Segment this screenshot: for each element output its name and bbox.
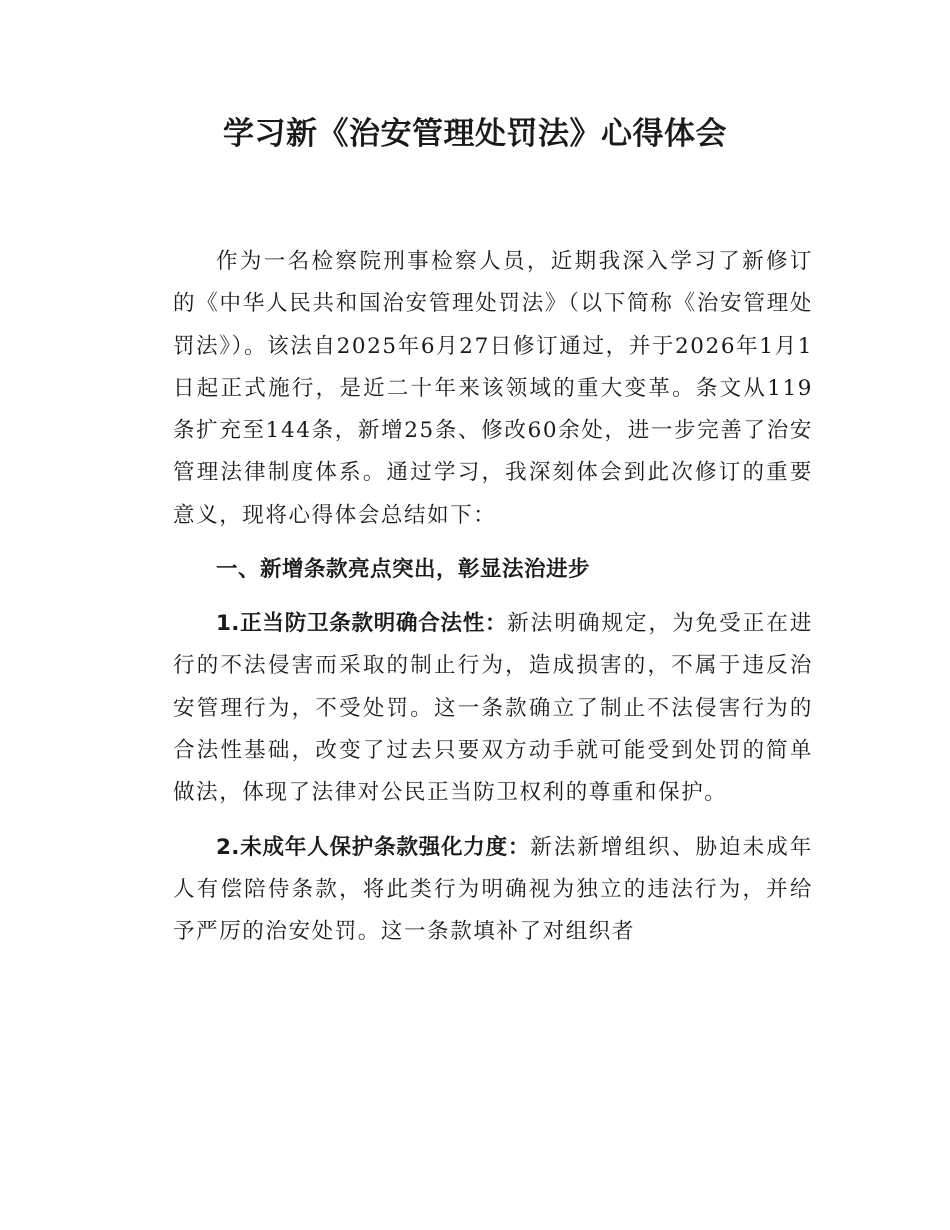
item-paragraph-1 xyxy=(173,603,813,814)
document-body xyxy=(173,241,813,953)
item-lead-2: 2.未成年人保护条款强化力度： xyxy=(216,834,531,860)
item-lead-1: 1.正当防卫条款明确合法性： xyxy=(216,611,508,637)
item-text-2: 新法新增组织、胁迫未成年人有偿陪侍条款，将此类行为明确视为独立的违法行为，并给予严厉的治安处罚。这一条款填补了对组织者 xyxy=(173,834,813,945)
document-title: 学习新《治安管理处罚法》心得体会 xyxy=(223,116,727,152)
item-text-1: 新法明确规定，为免受正在进行的不法侵害而采取的制止行为，造成损害的，不属于违反治安管理行为，不受处罚。这一条款确立了制止不法侵害行为的合法性基础，改变了过去只要双方动手就可能受到处罚的简单做法，体现了法律对公民正当防卫权利的尊重和保护。 xyxy=(173,611,813,806)
section-heading: 一、新增条款亮点突出，彰显法治进步 xyxy=(216,557,591,583)
intro-paragraph: 作为一名检察院刑事检察人员，近期我深入学习了新修订的《中华人民共和国治安管理处罚法》（以下简称《治安管理处罚法》）。该法自2025年6月27日修订通过，并于2026年1月1日起正式施行，是近二十年来该领域的重大变革。条文从119条扩充至144条，新增25条、修改60余处，进一步完善了治安管理法律制度体系。通过学习，我深刻体会到此次修订的重要意义，现将心得体会总结如下： xyxy=(173,249,813,528)
item-paragraph-2 xyxy=(173,827,813,954)
